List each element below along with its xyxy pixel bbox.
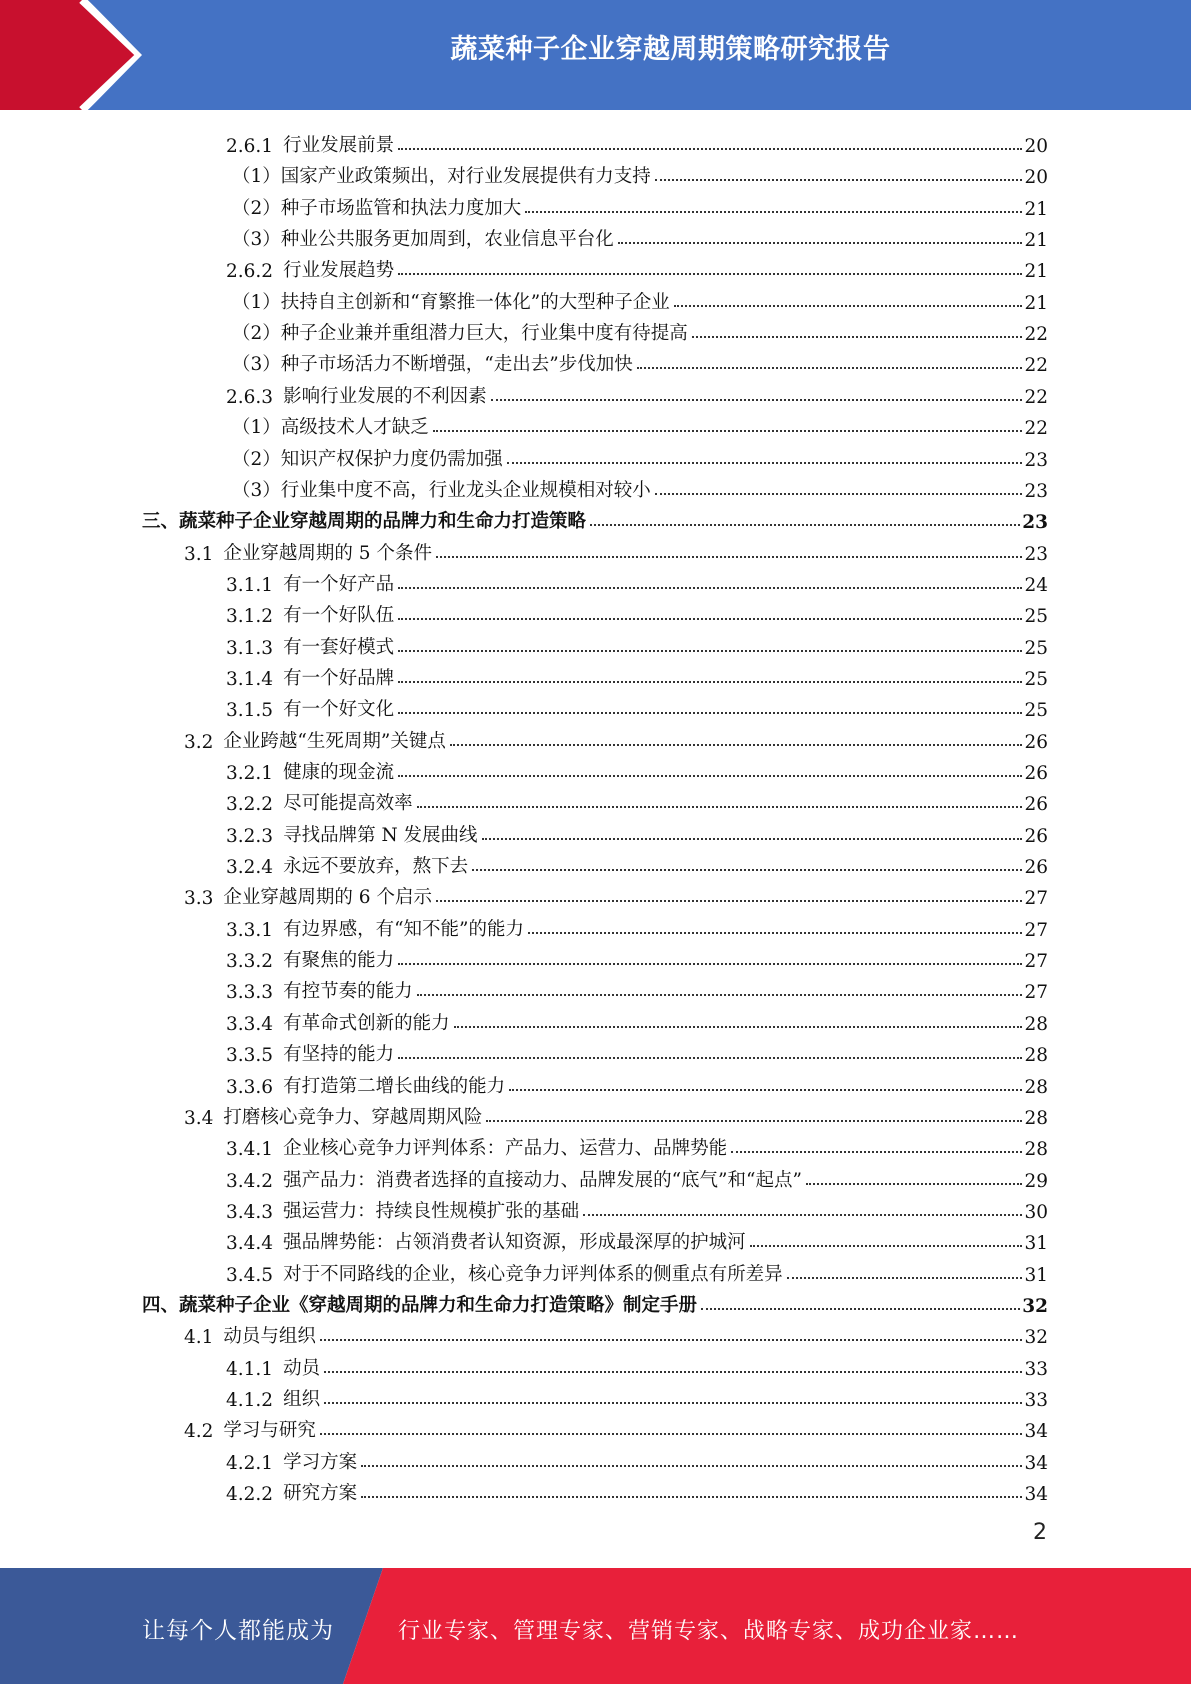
toc-entry-title: 有打造第二增长曲线的能力 — [283, 1075, 506, 1097]
toc-entry[interactable] — [226, 1129, 1048, 1160]
toc-entry-number: （2） — [232, 197, 281, 219]
toc-entry-title: 组织 — [283, 1389, 321, 1410]
toc-entry-title: 有一套好模式 — [283, 636, 395, 658]
toc-entry[interactable] — [226, 1255, 1048, 1286]
toc-entry-page: 34 — [1024, 1452, 1048, 1474]
toc-entry-number: 3.3.5 — [226, 1045, 274, 1067]
toc-leader-dots — [482, 837, 1023, 840]
toc-entry-page: 28 — [1024, 1107, 1048, 1129]
toc-entry-page: 32 — [1022, 1295, 1048, 1317]
toc-entry[interactable] — [226, 690, 1048, 721]
toc-entry[interactable] — [184, 534, 1048, 565]
toc-entry-number: 3.1.1 — [226, 574, 274, 596]
toc-entry-number: 3.2.1 — [226, 763, 274, 784]
toc-entry[interactable] — [226, 1380, 1048, 1411]
toc-entry-page: 33 — [1024, 1358, 1048, 1380]
toc-entry-number: 3.4.2 — [226, 1170, 274, 1192]
toc-entry-title: 国家产业政策频出，对行业发展提供有力支持 — [280, 166, 651, 188]
toc-leader-dots — [320, 1432, 1023, 1435]
toc-entry[interactable] — [226, 1035, 1048, 1066]
toc-leader-dots — [398, 147, 1022, 150]
toc-leader-dots — [320, 1338, 1023, 1341]
toc-entry[interactable] — [232, 283, 1048, 314]
toc-entry-page: 21 — [1024, 198, 1048, 220]
toc-entry-page: 30 — [1024, 1201, 1048, 1223]
toc-leader-dots — [491, 398, 1023, 401]
toc-leader-dots — [324, 1370, 1022, 1373]
toc-entry-page: 32 — [1024, 1327, 1048, 1349]
toc-leader-dots — [637, 366, 1023, 369]
toc-entry-page: 21 — [1024, 261, 1048, 283]
toc-entry-number: 4.2 — [184, 1421, 214, 1443]
toc-entry[interactable] — [226, 1349, 1048, 1380]
toc-leader-dots — [507, 461, 1023, 464]
toc-entry-page: 34 — [1024, 1484, 1048, 1506]
toc-entry-title: 有聚焦的能力 — [283, 950, 395, 972]
toc-entry[interactable] — [232, 345, 1048, 376]
toc-leader-dots — [361, 1464, 1022, 1467]
toc-entry-page: 31 — [1024, 1233, 1048, 1255]
toc-entry[interactable] — [226, 1004, 1048, 1035]
toc-entry[interactable] — [232, 314, 1048, 345]
toc-entry-page: 25 — [1024, 700, 1048, 722]
toc-leader-dots — [750, 1244, 1023, 1247]
toc-entry-title: 学习方案 — [283, 1451, 358, 1473]
toc-entry[interactable] — [226, 784, 1048, 815]
toc-entry[interactable] — [226, 628, 1048, 659]
toc-entry-page: 20 — [1024, 136, 1048, 157]
toc-entry-number: 3.1.5 — [226, 700, 274, 722]
toc-entry-title: 对于不同路线的企业，核心竞争力评判体系的侧重点有所差异 — [283, 1263, 783, 1285]
toc-entry-page: 23 — [1022, 512, 1048, 534]
toc-entry-page: 27 — [1024, 888, 1048, 910]
toc-entry-page: 28 — [1024, 1076, 1048, 1098]
toc-leader-dots — [417, 805, 1023, 808]
toc-leader-dots — [486, 1119, 1022, 1122]
toc-entry-title: 知识产权保护力度仍需加强 — [280, 448, 503, 470]
toc-entry-number: 三、 — [142, 511, 180, 533]
toc-leader-dots — [433, 429, 1023, 432]
toc-entry-title: 有控节奏的能力 — [283, 981, 413, 1003]
toc-entry-number: 3.3.2 — [226, 951, 274, 973]
toc-leader-dots — [361, 1495, 1022, 1498]
toc-entry-title: 寻找品牌第 N 发展曲线 — [283, 824, 478, 846]
toc-entry-page: 26 — [1024, 857, 1048, 879]
footer-slogan-right: 行业专家、管理专家、营销专家、战略专家、成功企业家…… — [398, 1619, 1020, 1644]
toc-entry-number: 3.4.1 — [226, 1139, 274, 1161]
toc-entry-title: 强产品力：消费者选择的直接动力、品牌发展的“底气”和“起点” — [283, 1169, 802, 1191]
toc-entry-title: 企业穿越周期的 6 个启示 — [223, 887, 432, 909]
toc-leader-dots — [398, 680, 1022, 683]
toc-leader-dots — [701, 1307, 1020, 1310]
toc-entry[interactable] — [232, 189, 1048, 220]
toc-entry-page: 21 — [1024, 230, 1048, 252]
toc-entry-number: （1） — [232, 291, 281, 313]
toc-entry-number: 4.1 — [184, 1327, 214, 1349]
toc-entry-number: 四、 — [142, 1294, 180, 1316]
toc-entry[interactable] — [226, 596, 1048, 627]
toc-entry-title: 研究方案 — [283, 1483, 358, 1505]
toc-entry-title: 打磨核心竞争力、穿越周期风险 — [223, 1106, 483, 1128]
toc-entry[interactable] — [226, 126, 1048, 157]
toc-entry-number: 3.3.4 — [226, 1013, 274, 1035]
toc-entry[interactable] — [232, 157, 1048, 188]
toc-leader-dots — [472, 868, 1022, 871]
toc-entry[interactable] — [142, 502, 1048, 533]
toc-entry-number: 3.2.2 — [226, 794, 274, 816]
toc-entry-title: 蔬菜种子企业穿越周期的品牌力和生命力打造策略 — [179, 511, 587, 533]
toc-entry-page: 27 — [1024, 919, 1048, 941]
toc-entry-number: 3.1.3 — [226, 637, 274, 659]
toc-entry-page: 26 — [1024, 763, 1048, 784]
toc-entry[interactable] — [226, 753, 1048, 784]
toc-entry-number: 4.1.2 — [226, 1390, 274, 1411]
toc-entry-number: 4.2.2 — [226, 1484, 274, 1506]
toc-entry-number: 3.4 — [184, 1107, 214, 1129]
toc-entry[interactable] — [226, 377, 1048, 408]
toc-entry-number: 2.6.2 — [226, 261, 274, 283]
toc-entry-page: 23 — [1024, 480, 1048, 502]
toc-entry[interactable] — [184, 1098, 1048, 1129]
page-header — [0, 0, 1191, 110]
toc-leader-dots — [787, 1276, 1023, 1279]
toc-entry[interactable] — [226, 847, 1048, 878]
toc-leader-dots — [674, 304, 1023, 307]
toc-entry[interactable] — [232, 440, 1048, 471]
toc-entry-number: 3.2 — [184, 731, 214, 753]
toc-entry[interactable] — [184, 878, 1048, 909]
toc-entry[interactable] — [226, 1474, 1048, 1505]
toc-entry-title: 企业跨越“生死周期”关键点 — [223, 730, 446, 752]
toc-leader-dots — [509, 1088, 1022, 1091]
toc-leader-dots — [436, 899, 1022, 902]
toc-entry-number: （3） — [232, 229, 281, 251]
toc-entry-number: 2.6.1 — [226, 136, 274, 157]
toc-entry-page: 26 — [1024, 825, 1048, 847]
toc-entry-number: 3.3.3 — [226, 982, 274, 1004]
toc-leader-dots — [398, 272, 1022, 275]
toc-entry-title: 健康的现金流 — [283, 762, 395, 783]
toc-entry-page: 23 — [1024, 449, 1048, 471]
toc-entry-title: 蔬菜种子企业《穿越周期的品牌力和生命力打造策略》制定手册 — [179, 1294, 698, 1316]
toc-entry-page: 27 — [1024, 951, 1048, 973]
toc-entry[interactable] — [226, 1067, 1048, 1098]
toc-entry-number: 3.2.4 — [226, 857, 274, 879]
toc-entry[interactable] — [226, 1443, 1048, 1474]
toc-entry-title: 有一个好队伍 — [283, 605, 395, 627]
toc-entry[interactable] — [232, 471, 1048, 502]
toc-leader-dots — [398, 617, 1022, 620]
toc-entry-title: 动员与组织 — [223, 1326, 316, 1348]
toc-entry-page: 22 — [1024, 324, 1048, 346]
toc-entry-title: 有革命式创新的能力 — [283, 1012, 450, 1034]
toc-leader-dots — [436, 555, 1022, 558]
toc-leader-dots — [731, 1150, 1022, 1153]
toc-entry-page: 26 — [1024, 794, 1048, 816]
toc-entry-title: 行业发展前景 — [283, 135, 395, 156]
toc-leader-dots — [454, 1025, 1023, 1028]
toc-entry-title: 种业公共服务更加周到，农业信息平台化 — [280, 229, 614, 251]
toc-entry-title: 企业穿越周期的 5 个条件 — [223, 542, 432, 564]
toc-entry-number: 3.2.3 — [226, 825, 274, 847]
toc-entry[interactable] — [226, 1161, 1048, 1192]
toc-entry-number: （2） — [232, 448, 281, 470]
toc-leader-dots — [583, 1213, 1022, 1216]
toc-entry-page: 25 — [1024, 637, 1048, 659]
toc-entry-title: 动员 — [283, 1357, 321, 1379]
toc-leader-dots — [590, 523, 1020, 526]
toc-leader-dots — [398, 962, 1022, 965]
toc-entry-number: 3.1.4 — [226, 668, 274, 690]
toc-entry-page: 28 — [1024, 1139, 1048, 1161]
toc-leader-dots — [528, 931, 1022, 934]
toc-entry-number: 3.3.6 — [226, 1076, 274, 1098]
toc-entry-page: 22 — [1024, 418, 1048, 440]
toc-entry[interactable] — [226, 1192, 1048, 1223]
report-title: 蔬菜种子企业穿越周期策略研究报告 — [450, 34, 891, 65]
toc-entry-title: 有边界感，有“知不能”的能力 — [283, 918, 524, 940]
toc-entry[interactable] — [226, 972, 1048, 1003]
toc-leader-dots — [398, 586, 1022, 589]
toc-entry-number: 4.1.1 — [226, 1358, 274, 1380]
toc-entry-page: 29 — [1024, 1170, 1048, 1192]
toc-entry[interactable] — [184, 1317, 1048, 1348]
toc-entry-title: 强运营力：持续良性规模扩张的基础 — [283, 1200, 580, 1222]
toc-entry[interactable] — [226, 816, 1048, 847]
toc-entry[interactable] — [184, 722, 1048, 753]
toc-entry-number: 3.3.1 — [226, 919, 274, 941]
toc-leader-dots — [324, 1401, 1022, 1404]
toc-entry-number: 3.4.5 — [226, 1264, 274, 1286]
toc-entry[interactable] — [226, 565, 1048, 596]
toc-entry-number: 3.4.3 — [226, 1201, 274, 1223]
toc-entry-page: 22 — [1024, 386, 1048, 408]
toc-entry[interactable] — [232, 220, 1048, 251]
toc-entry-page: 34 — [1024, 1421, 1048, 1443]
toc-entry-title: 影响行业发展的不利因素 — [283, 385, 487, 407]
toc-entry-page: 31 — [1024, 1264, 1048, 1286]
toc-entry-page: 22 — [1024, 355, 1048, 377]
toc-entry-number: （3） — [232, 354, 281, 376]
toc-leader-dots — [692, 335, 1023, 338]
toc-entry-title: 永远不要放弃，熬下去 — [283, 856, 469, 878]
toc-entry-title: 强品牌势能：占领消费者认知资源，形成最深厚的护城河 — [283, 1232, 746, 1254]
toc-leader-dots — [806, 1182, 1023, 1185]
page-number: 2 — [1033, 1520, 1047, 1545]
toc-entry-page: 25 — [1024, 606, 1048, 628]
toc-leader-dots — [618, 241, 1023, 244]
toc-entry-page: 21 — [1024, 292, 1048, 314]
toc-entry-page: 33 — [1024, 1390, 1048, 1411]
toc-entry-page: 24 — [1024, 574, 1048, 596]
toc-entry[interactable] — [226, 1223, 1048, 1254]
toc-entry-title: 种子市场活力不断增强，“走出去”步伐加快 — [280, 354, 633, 376]
toc-entry-page: 26 — [1024, 731, 1048, 753]
toc-entry-number: 3.4.4 — [226, 1233, 274, 1255]
toc-entry-page: 28 — [1024, 1013, 1048, 1035]
toc-entry-number: 3.1.2 — [226, 606, 274, 628]
toc-entry-number: （1） — [232, 166, 281, 188]
toc-entry[interactable] — [226, 910, 1048, 941]
toc-entry-number: 2.6.3 — [226, 386, 274, 408]
toc-entry-page: 23 — [1024, 543, 1048, 565]
toc-entry[interactable] — [226, 659, 1048, 690]
toc-leader-dots — [450, 743, 1023, 746]
toc-entry[interactable] — [226, 941, 1048, 972]
toc-entry-title: 种子企业兼并重组潜力巨大，行业集中度有待提高 — [280, 323, 688, 345]
toc-entry-page: 20 — [1024, 167, 1048, 189]
toc-entry-number: 3.1 — [184, 543, 214, 565]
header-arrow-decoration — [0, 0, 160, 110]
toc-entry-title: 有坚持的能力 — [283, 1044, 395, 1066]
toc-entry-page: 25 — [1024, 668, 1048, 690]
toc-entry-title: 有一个好品牌 — [283, 667, 395, 689]
toc-leader-dots — [398, 774, 1022, 777]
footer-slogan-left: 让每个人都能成为 — [142, 1618, 334, 1644]
toc-leader-dots — [398, 649, 1022, 652]
toc-entry[interactable] — [184, 1411, 1048, 1442]
toc-entry-title: 有一个好文化 — [283, 699, 395, 721]
toc-entry-title: 尽可能提高效率 — [283, 793, 413, 815]
toc-leader-dots — [655, 492, 1023, 495]
toc-entry[interactable] — [226, 251, 1048, 282]
toc-entry-title: 行业集中度不高，行业龙头企业规模相对较小 — [280, 479, 651, 501]
toc-entry-number: （1） — [232, 417, 281, 439]
toc-leader-dots — [525, 210, 1022, 213]
toc-entry[interactable] — [142, 1286, 1048, 1317]
toc-entry-number: 4.2.1 — [226, 1452, 274, 1474]
toc-entry-title: 学习与研究 — [223, 1420, 316, 1442]
toc-entry-title: 种子市场监管和执法力度加大 — [280, 197, 522, 219]
toc-entry-number: 3.3 — [184, 888, 214, 910]
toc-entry-title: 有一个好产品 — [283, 573, 395, 595]
toc-entry-title: 高级技术人才缺乏 — [280, 417, 429, 439]
toc-entry-title: 扶持自主创新和“育繁推一体化”的大型种子企业 — [280, 291, 670, 313]
toc-entry-title: 企业核心竞争力评判体系：产品力、运营力、品牌势能 — [283, 1138, 728, 1160]
toc-leader-dots — [655, 178, 1023, 181]
toc-leader-dots — [417, 993, 1023, 996]
toc-leader-dots — [398, 1056, 1022, 1059]
toc-entry-number: （2） — [232, 323, 281, 345]
toc-entry-page: 27 — [1024, 982, 1048, 1004]
toc-leader-dots — [398, 711, 1022, 714]
toc-entry[interactable] — [232, 408, 1048, 439]
toc-entry-title: 行业发展趋势 — [283, 260, 395, 282]
toc-entry-number: （3） — [232, 479, 281, 501]
toc-entry-page: 28 — [1024, 1045, 1048, 1067]
